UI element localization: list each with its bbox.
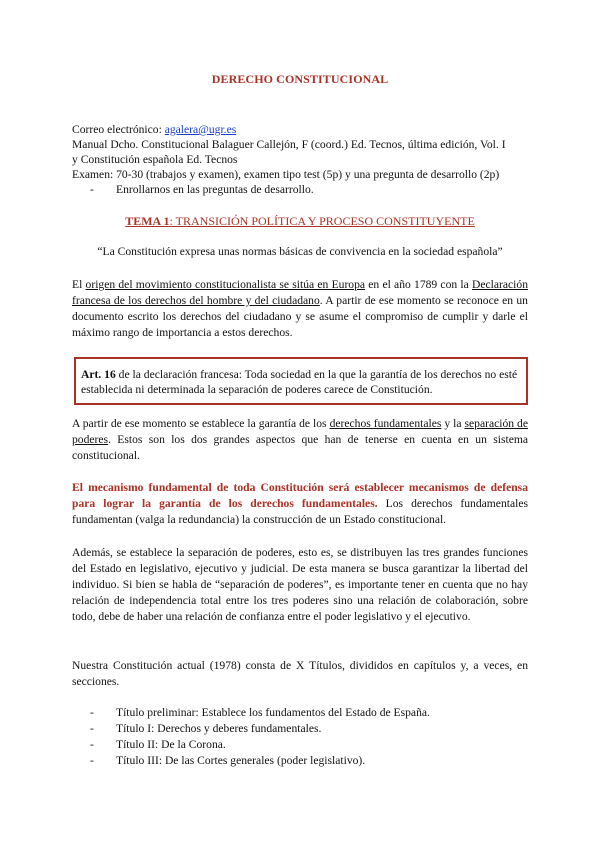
text: . Estos son los dos grandes aspectos que han de tenerse en cuenta en un sistema constitucional.: [72, 433, 528, 462]
underlined-text: derechos fundamentales: [329, 417, 442, 430]
paragraph-separation: Además, se establece la separación de poderes, esto es, se distribuyen las tres grandes funciones del Estado en legislativo, ejecutivo y judicial. De esta manera se busca garantizar la libertad del individuo. Si bien se habla de “separación de poderes”, es importante tener en cuenta que no hay relación de independencia total entre los tres poderes sino una relación de colaboración, sobre todo, debe de haber una relación de confianza entre el poder legislativo y el ejecutivo.: [72, 546, 528, 623]
paragraph-origin: [72, 277, 528, 341]
bullet-dash: -: [90, 722, 94, 735]
bullet-dash: -: [90, 183, 94, 196]
tema-title: : TRANSICIÓN POLÍTICA Y PROCESO CONSTITUYENTE: [169, 214, 475, 228]
document-title: DERECHO CONSTITUCIONAL: [211, 72, 389, 86]
underlined-text: origen del movimiento constitucionalista se sitúa en Europa: [85, 278, 366, 291]
bullet-text: Enrollarnos en las preguntas de desarrollo.: [116, 183, 314, 196]
exam-line: Examen: 70-30 (trabajos y examen), examen tipo test (5p) y una pregunta de desarrollo (2p): [72, 168, 500, 181]
email-label: Correo electrónico:: [72, 123, 165, 136]
list-item-text: Título II: De la Corona.: [116, 738, 226, 751]
paragraph-guarantee: [72, 416, 528, 464]
text: El: [72, 278, 86, 291]
bullet-dash: -: [90, 738, 94, 751]
bullet-dash: -: [90, 754, 94, 767]
manual-line-2: y Constitución española Ed. Tecnos: [72, 153, 238, 166]
article-text: de la declaración francesa: Toda sociedad en la que la garantía de los derechos no esté establecida ni determinada la separación de poderes carece de Constitución.: [81, 368, 518, 396]
highlighted-text: El mecanismo fundamental de toda Constitución será establecer mecanismos de defensa para lograr la garantía de los derechos fundamentales.: [72, 481, 528, 510]
text: . A partir de ese momento se reconoce en un documento escrito los derechos del ciudadano y se asume el compromiso de cumplir y darle el máximo rango de importancia a estos derechos.: [72, 294, 528, 339]
list-item-text: Título preliminar: Establece los fundamentos del Estado de España.: [116, 706, 430, 719]
text: Los derechos fundamentales fundamentan (valga la redundancia) la construcción de un Estado constitucional.: [72, 497, 528, 526]
email-link[interactable]: agalera@ugr.es: [164, 123, 237, 136]
list-item-text: Título III: De las Cortes generales (poder legislativo).: [116, 754, 366, 767]
article-number: Art. 16: [81, 368, 116, 381]
paragraph-mechanism: [72, 480, 528, 528]
text: en el año 1789 con la: [365, 278, 472, 291]
section-heading: [72, 214, 528, 229]
text: y la: [441, 417, 465, 430]
underlined-text: separación de poderes: [72, 417, 528, 446]
text: A partir de ese momento se establece la garantía de los: [72, 417, 330, 430]
article-box: [74, 357, 528, 405]
quote: “La Constitución expresa unas normas básicas de convivencia en la sociedad española”: [97, 245, 503, 258]
paragraph-constitution: Nuestra Constitución actual (1978) consta de X Títulos, divididos en capítulos y, a veces, en secciones.: [72, 659, 528, 688]
list-item-text: Título I: Derechos y deberes fundamentales.: [116, 722, 322, 735]
underlined-text: Declaración francesa de los derechos del hombre y del ciudadano: [72, 278, 528, 307]
bullet-dash: -: [90, 706, 94, 719]
tema-label: TEMA 1: [125, 214, 170, 228]
manual-line-1: Manual Dcho. Constitucional Balaguer Callejón, F (coord.) Ed. Tecnos, última edición, Vol. I: [72, 138, 506, 151]
email-line: [72, 122, 236, 137]
